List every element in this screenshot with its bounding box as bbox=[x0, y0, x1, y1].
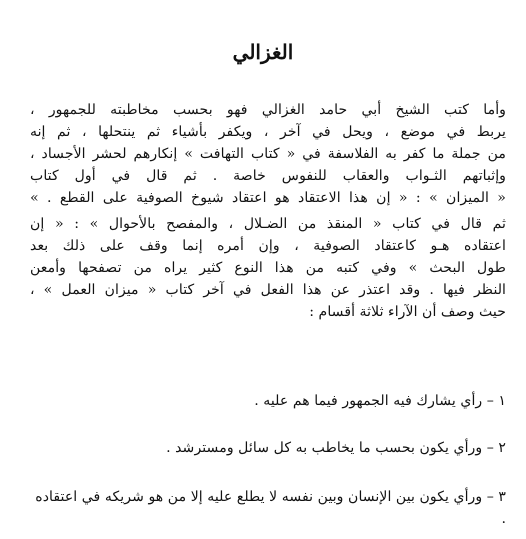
paragraph-line: من جملة ما كفر به الفلاسفة في « كتاب التهافت » إنكارهم لحشر الأجساد ، bbox=[30, 146, 506, 162]
paragraph-line: « الميزان » : « إن هذا الاعتقاد هو اعتقاد شيوخ الصوفية على القطع . » bbox=[30, 190, 506, 206]
paragraph-line: حيث وصف أن الآراء ثلاثة أقسام : bbox=[309, 304, 506, 320]
paragraph-line: وأما كتب الشيخ أبي حامد الغزالي فهو بحسب مخاطبته للجمهور ، bbox=[30, 102, 506, 118]
paragraph-line: اعتقاده هـو كاعتقاد الصوفية ، وإن أمره إنما وقف على ذلك بعد bbox=[30, 238, 506, 254]
list-item: ١ – رأي يشارك فيه الجمهور فيما هم عليه . bbox=[254, 393, 506, 409]
paragraph-line: ثم قال في كتاب « المنقذ من الضـلال ، والمفصح بالأحوال » : « إن bbox=[30, 216, 506, 232]
paragraph-line: يربط في موضع ، ويحل في آخر ، ويكفر بأشياء ثم ينتحلها ، ثم إنه bbox=[30, 124, 506, 140]
paragraph-line: وإثباتهم الثـواب والعقاب للنفوس خاصة . ثم قال في أول كتاب bbox=[30, 168, 506, 184]
list-item: ٣ – ورأي يكون بين الإنسان وبين نفسه لا يطلع عليه إلا من هو شريكه في اعتقاده . bbox=[35, 489, 506, 527]
paragraph-line: طول البحث » وفي كتبه من هذا النوع كثير يراه من تصفحها وأمعن bbox=[30, 260, 506, 276]
list-item: ٢ – ورأي يكون بحسب ما يخاطب به كل سائل ومسترشد . bbox=[166, 440, 506, 456]
page-title: الغزالي bbox=[232, 40, 294, 64]
paragraph-line: النظر فيها . وقد اعتذر عن هذا الفعل في آخر كتاب « ميزان العمل » ، bbox=[30, 282, 506, 298]
